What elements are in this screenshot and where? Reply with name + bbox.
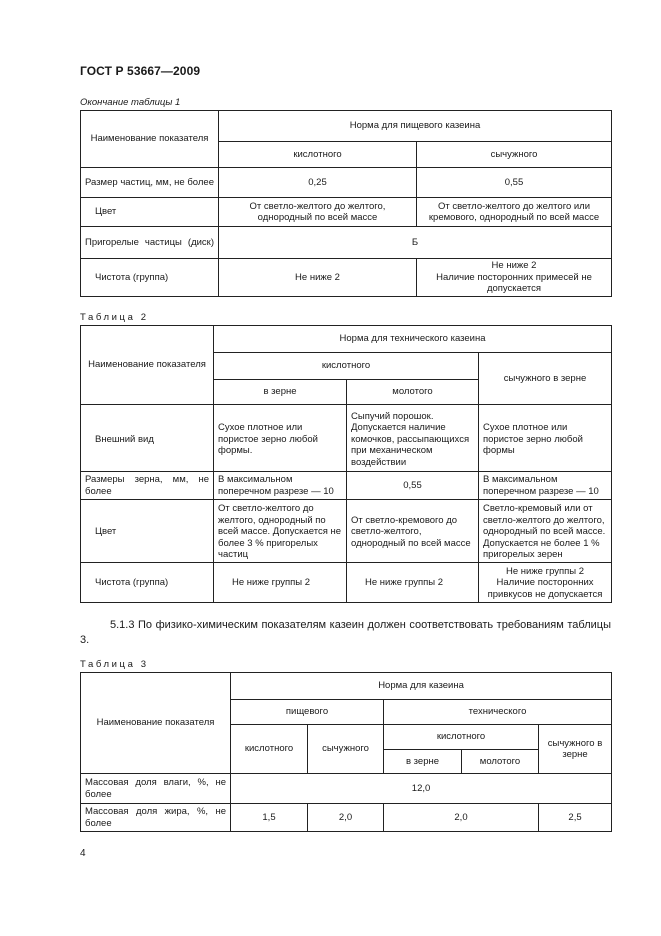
cell-rennet-line2: Наличие посторонних примесей не допускается [436, 271, 592, 294]
row-name: Размеры зерна, мм, не более [81, 472, 214, 500]
row-name: Цвет [81, 500, 214, 563]
cell-merged: Б [219, 227, 612, 259]
cell-grain: Сухое плотное или пористое зерно любой формы. [214, 405, 347, 472]
cell-food-acid: 1,5 [231, 804, 308, 832]
table3-header-name: Наименование показателя [81, 673, 231, 774]
cell-merged: 12,0 [231, 774, 612, 804]
cell-grain: В максимальном поперечном разрезе — 10 [214, 472, 347, 500]
table3-header-tech: технического [384, 700, 612, 725]
table3-header-food: пищевого [231, 700, 384, 725]
table1-header-name: Наименование показателя [81, 111, 219, 168]
cell-rennet: От светло-желтого до желтого или кремового, однородный по всей массе [417, 198, 612, 227]
row-name: Внешний вид [81, 405, 214, 472]
cell-rennet-line1: Не ниже группы 2 [505, 565, 585, 577]
cell-rennet: Светло-кремовый или от светло-желтого до желтого, однородный по всей массе. Допускается не более 1 % пригорелых зерен [479, 500, 612, 563]
table2-header-ground: молотого [347, 380, 479, 405]
table-row [81, 804, 612, 832]
table-row [81, 227, 612, 259]
row-name: Чистота (группа) [81, 259, 219, 297]
row-name: Массовая доля влаги, %, не более [81, 774, 231, 804]
cell-ground: Сыпучий порошок. Допускается наличие комочков, рассыпающихся при механическом воздействии [347, 405, 479, 472]
cell-rennet: Сухое плотное или пористое зерно любой формы [479, 405, 612, 472]
cell-rennet: 0,55 [417, 168, 612, 198]
table-row [81, 562, 612, 602]
cell-ground: 0,55 [347, 472, 479, 500]
paragraph-5-1-3: 5.1.3 По физико-химическим показателям казеин должен соответствовать требованиям таблицы 3. [80, 619, 611, 646]
table2-header-norm: Норма для технического казеина [214, 326, 612, 353]
table2-header-grain: в зерне [214, 380, 347, 405]
table2-header-name: Наименование показателя [81, 326, 214, 405]
table3-header-ground: молотого [462, 750, 539, 774]
cell-tech-rennet: 2,5 [539, 804, 612, 832]
table3-header-food-rennet: сычужного [308, 725, 384, 774]
cell-acid: От светло-желтого до желтого, однородный по всей массе [219, 198, 417, 227]
table3-header-tech-acid: кислотного [384, 725, 539, 750]
table3-header-tech-rennet-grain: сычужного в зерне [539, 725, 612, 774]
cell-rennet [417, 259, 612, 297]
row-name: Массовая доля жира, %, не более [81, 804, 231, 832]
cell-acid: 0,25 [219, 168, 417, 198]
table-row [81, 774, 612, 804]
table-row [81, 472, 612, 500]
cell-rennet-line1: Не ниже 2 [491, 260, 537, 271]
table-row [81, 259, 612, 297]
cell-rennet [479, 562, 612, 602]
cell-ground: Не ниже группы 2 [347, 562, 479, 602]
table2 [80, 325, 612, 603]
table1 [80, 110, 612, 297]
row-name: Цвет [81, 198, 219, 227]
table1-header-rennet: сычужного [417, 142, 612, 168]
table1-caption: Окончание таблицы 1 [80, 97, 181, 108]
cell-rennet: В максимальном поперечном разрезе — 10 [479, 472, 612, 500]
cell-tech-acid: 2,0 [384, 804, 539, 832]
page-number: 4 [80, 848, 86, 859]
cell-ground: От светло-кремового до светло-желтого, однородный по всей массе [347, 500, 479, 563]
table2-header-acid: кислотного [214, 353, 479, 380]
table3-header-norm: Норма для казеина [231, 673, 612, 700]
table3 [80, 672, 612, 832]
table1-header-acid: кислотного [219, 142, 417, 168]
row-name: Чистота (группа) [81, 562, 214, 602]
table-row [81, 405, 612, 472]
table1-header-norm: Норма для пищевого казеина [219, 111, 612, 142]
table3-header-food-acid: кислотного [231, 725, 308, 774]
cell-acid: Не ниже 2 [219, 259, 417, 297]
table3-header-grain: в зерне [384, 750, 462, 774]
table3-caption: Таблица 3 [80, 659, 149, 670]
table2-header-rennet-grain: сычужного в зерне [479, 353, 612, 405]
cell-food-rennet: 2,0 [308, 804, 384, 832]
document-header: ГОСТ Р 53667—2009 [80, 64, 201, 78]
table-row [81, 198, 612, 227]
table2-caption: Таблица 2 [80, 312, 149, 323]
cell-rennet-line2: Наличие посторонних привкусов не допускается [487, 577, 603, 600]
cell-grain: От светло-желтого до желтого, однородный по всей массе. Допускается не более 3 % пригорелых частиц [214, 500, 347, 563]
row-name: Размер частиц, мм, не более [81, 168, 219, 198]
cell-grain: Не ниже группы 2 [214, 562, 347, 602]
table-row [81, 500, 612, 563]
row-name: Пригорелые частицы (диск) [81, 227, 219, 259]
table-row [81, 168, 612, 198]
